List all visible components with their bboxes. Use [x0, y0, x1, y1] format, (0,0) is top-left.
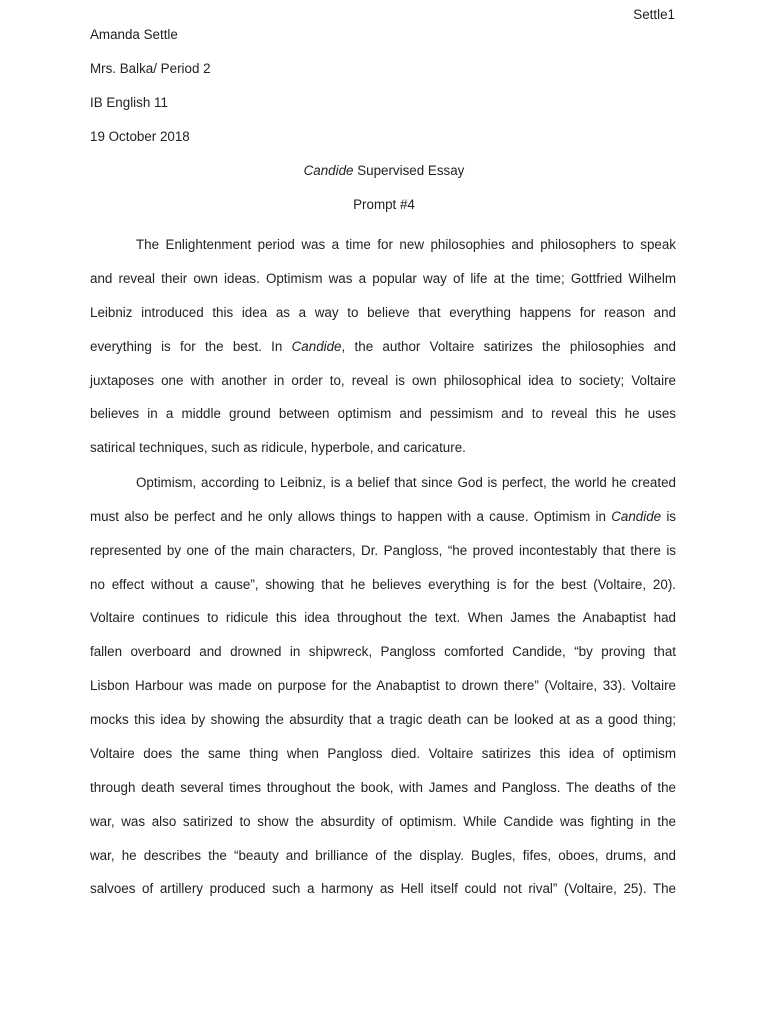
running-head: Settle1: [633, 7, 675, 22]
body-line: mocks this idea by showing the absurdity that a tragic death can be looked at as a good thing;: [90, 712, 676, 727]
body-line: The Enlightenment period was a time for new philosophies and philosophers to speak: [136, 237, 676, 252]
body-line: Voltaire continues to ridicule this idea throughout the text. When James the Anabaptist had: [90, 610, 676, 625]
title-rest: Supervised Essay: [353, 163, 465, 178]
body-line: Voltaire does the same thing when Pangloss died. Voltaire satirizes this idea of optimism: [90, 746, 676, 761]
body-line: everything is for the best. In Candide, the author Voltaire satirizes the philosophies and: [90, 339, 677, 354]
body-line: Optimism, according to Leibniz, is a belief that since God is perfect, the world he created: [136, 475, 676, 490]
course-name: IB English 11: [90, 95, 168, 110]
body-line: juxtaposes one with another in order to, reveal is own philosophical idea to society; Voltaire: [90, 373, 676, 388]
title-italic: Candide: [303, 163, 354, 178]
essay-title: [0, 163, 768, 178]
body-line: no effect without a cause”, showing that he believes everything is for the best (Voltaire, 20).: [90, 577, 676, 592]
body-line: salvoes of artillery produced such a harmony as Hell itself could not rival” (Voltaire, 25). The: [90, 881, 676, 896]
body-line: represented by one of the main characters, Dr. Pangloss, “he proved incontestably that there is: [90, 543, 676, 558]
body-line: Lisbon Harbour was made on purpose for the Anabaptist to drown there” (Voltaire, 33). Voltaire: [90, 678, 676, 693]
body-line: war, was also satirized to show the absurdity of optimism. While Candide was fighting in the: [90, 814, 676, 829]
body-line: war, he describes the “beauty and brilliance of the display. Bugles, fifes, oboes, drums, and: [90, 848, 676, 863]
body-line: fallen overboard and drowned in shipwreck, Pangloss comforted Candide, “by proving that: [90, 644, 676, 659]
essay-subtitle: Prompt #4: [353, 197, 415, 212]
body-line: must also be perfect and he only allows things to happen with a cause. Optimism in Candide is: [90, 509, 676, 524]
essay-date: 19 October 2018: [90, 129, 190, 144]
teacher-period: Mrs. Balka/ Period 2: [90, 61, 211, 76]
body-line: Leibniz introduced this idea as a way to believe that everything happens for reason and: [90, 305, 676, 320]
body-line: satirical techniques, such as ridicule, hyperbole, and caricature.: [90, 440, 466, 455]
author-name: Amanda Settle: [90, 27, 178, 42]
body-line: through death several times throughout the book, with James and Pangloss. The deaths of the: [90, 780, 676, 795]
body-line: believes in a middle ground between optimism and pessimism and to reveal this he uses: [90, 406, 676, 421]
body-line: and reveal their own ideas. Optimism was a popular way of life at the time; Gottfried Wilhelm: [90, 271, 676, 286]
